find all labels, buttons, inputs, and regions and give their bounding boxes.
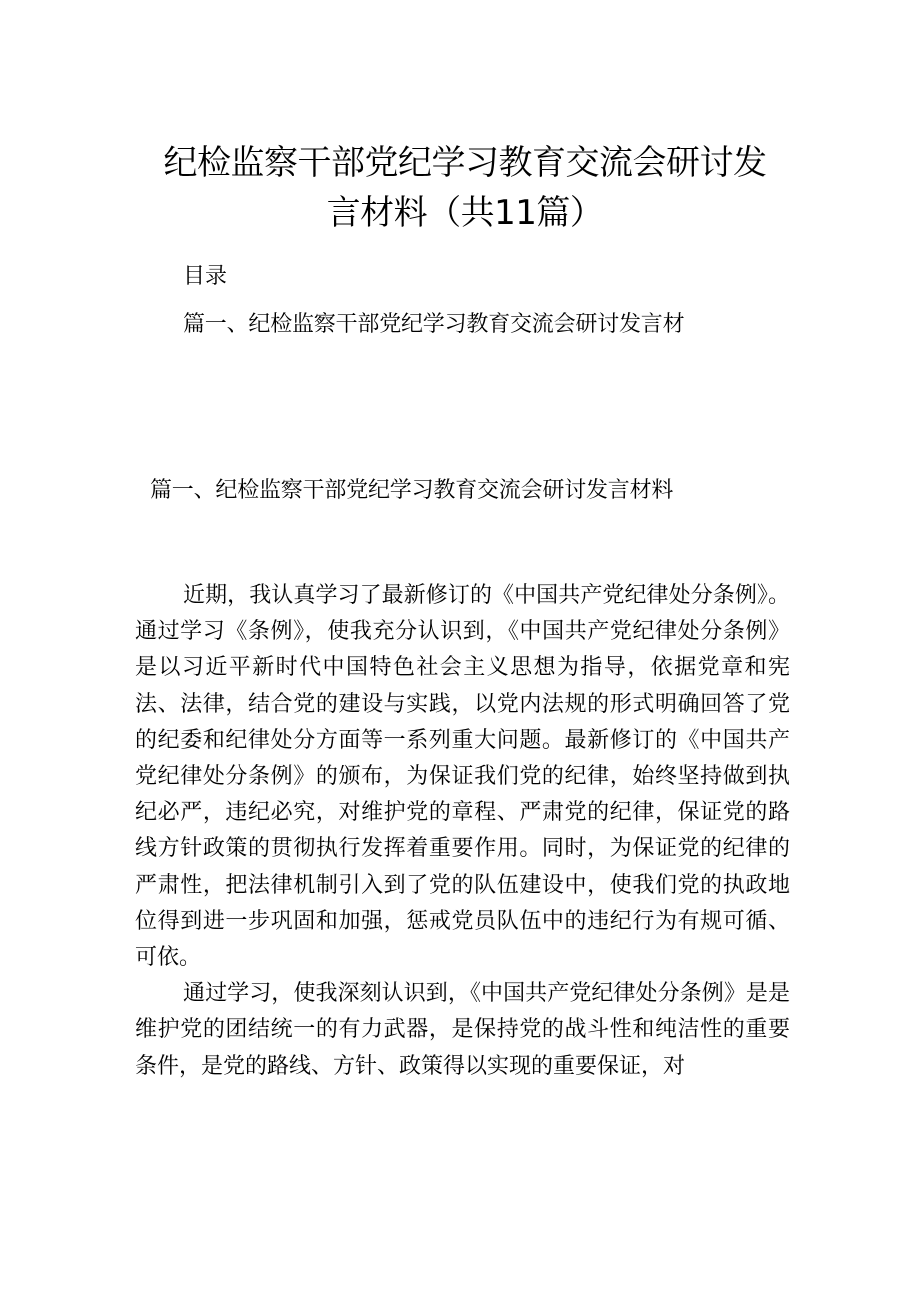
title-line-1: 纪检监察干部党纪学习教育交流会研讨发 xyxy=(163,143,767,183)
title-line-2: 言材料（共11篇） xyxy=(326,193,604,233)
paragraph: 近期，我认真学习了最新修订的《中国共产党纪律处分条例》。通过学习《条例》，使我充分认识到，《中国共产党纪律处分条例》是以习近平新时代中国特色社会主义思想为指导，依据党章和宪法、法律，结合党的建设与实践，以党内法规的形式明确回答了党的纪委和纪律处分方面等一系列重大问题。最新修订的《中国共产党纪律处分条例》的颁布，为保证我们党的纪律，始终坚持做到执纪必严，违纪必究，对维护党的章程、严肃党的纪律，保证党的路线方针政策的贯彻执行发挥着重要作用。同时，为保证党的纪律的严肃性，把法律机制引入到了党的队伍建设中，使我们党的执政地位得到进一步巩固和加强，惩戒党员队伍中的违纪行为有规可循、可依。 xyxy=(135,583,790,971)
toc-item[interactable]: 篇一、纪检监察干部党纪学习教育交流会研讨发言材 xyxy=(183,312,685,337)
paragraph: 通过学习，使我深刻认识到，《中国共产党纪律处分条例》是是维护党的团结统一的有力武器，是保持党的战斗性和纯洁性的重要条件，是党的路线、方针、政策得以实现的重要保证，对 xyxy=(135,981,790,1079)
body-text xyxy=(135,578,790,1085)
document-title xyxy=(160,138,770,238)
toc-heading: 目录 xyxy=(183,264,228,289)
section-heading: 篇一、纪检监察干部党纪学习教育交流会研讨发言材料 xyxy=(150,478,674,503)
